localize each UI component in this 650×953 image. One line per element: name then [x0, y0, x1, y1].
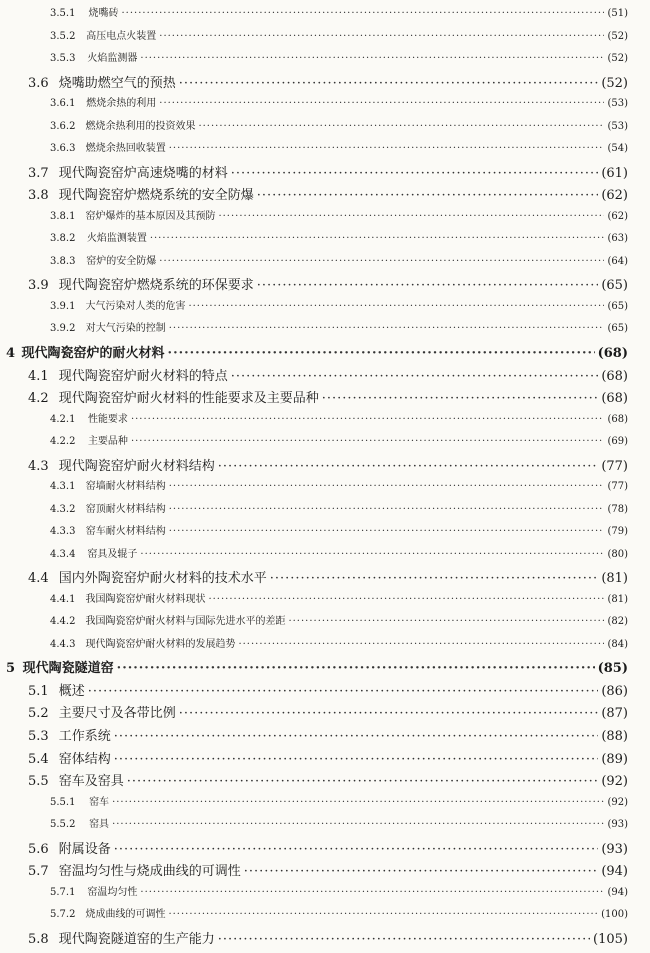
toc-entry [50, 27, 628, 42]
toc-entry-number: 4.3.2 [50, 503, 76, 515]
toc-entry [50, 229, 628, 244]
toc-entry-title: 对大气污染的控制 [85, 323, 166, 335]
dot-leader [117, 661, 595, 676]
toc-entry-number: 3.6.2 [50, 120, 76, 132]
dot-leader [159, 256, 604, 267]
toc-entry-title: 燃烧余热利用的投资效果 [85, 120, 196, 132]
toc-entry-page: (64) [607, 255, 628, 267]
toc-entry-title: 现代陶瓷窑炉高速烧嘴的材料 [58, 165, 228, 181]
toc-entry-number: 3.5.3 [50, 53, 76, 65]
dot-leader [198, 121, 604, 132]
toc-entry-title: 窑顶耐火材料结构 [85, 503, 166, 515]
toc-entry-page: (81) [601, 571, 628, 587]
toc-entry-title: 窑墙耐火材料结构 [85, 481, 166, 493]
toc-entry-title: 现代陶瓷窑炉耐火材料的性能要求及主要品种 [58, 391, 319, 407]
toc-entry-number: 3.8.3 [50, 255, 76, 267]
dot-leader [231, 369, 599, 384]
toc-entry-number: 3.5.1 [50, 8, 76, 19]
dot-leader [140, 549, 604, 560]
toc-entry-number: 5.7.1 [50, 886, 76, 898]
toc-entry [50, 500, 628, 515]
toc-entry-title: 燃烧余热的利用 [86, 98, 157, 110]
toc-entry [6, 657, 628, 676]
toc-entry [50, 252, 628, 267]
toc-entry-number: 3.5.2 [50, 30, 76, 42]
toc-entry-page: (54) [607, 143, 628, 155]
dot-leader [169, 504, 605, 515]
toc-entry-page: (92) [601, 774, 628, 790]
toc-entry [28, 184, 628, 203]
toc-entry-title: 窑炉爆炸的基本原因及其预防 [85, 210, 216, 222]
toc-entry-number: 4.4.1 [50, 593, 76, 605]
toc-entry-number: 3.9.1 [50, 300, 76, 312]
toc-entry-title: 窑车耐火材料结构 [85, 526, 166, 538]
dot-leader [168, 909, 598, 920]
toc-entry [50, 4, 628, 19]
toc-entry-title: 附属设备 [58, 841, 111, 857]
toc-entry-title: 现代陶瓷窑炉耐火材料的特点 [58, 368, 228, 384]
toc-entry-page: (52) [607, 53, 628, 65]
toc-entry-page: (68) [597, 345, 628, 361]
toc-entry [28, 680, 628, 699]
toc-entry-page: (53) [607, 120, 628, 132]
toc-entry-number: 4.3.1 [50, 481, 76, 493]
toc-entry [28, 748, 628, 767]
dot-leader [114, 842, 599, 857]
toc-entry-number: 5.7 [28, 864, 49, 880]
toc-entry-page: (85) [597, 661, 628, 677]
toc-entry [50, 590, 628, 605]
toc-entry-page: (105) [593, 931, 628, 947]
toc-entry-page: (84) [607, 638, 628, 650]
dot-leader [159, 31, 604, 42]
dot-leader [131, 414, 605, 425]
dot-leader [112, 819, 604, 830]
toc-entry-title: 现代陶瓷隧道窑 [22, 661, 114, 677]
dot-leader [168, 346, 595, 361]
dot-leader [112, 797, 604, 808]
toc-entry [28, 725, 628, 744]
dot-leader [159, 98, 604, 109]
toc-entry-page: (65) [601, 278, 628, 294]
toc-entry-page: (77) [601, 458, 628, 474]
dot-leader [179, 706, 599, 721]
toc-entry-page: (63) [607, 233, 628, 245]
toc-entry [50, 139, 628, 154]
toc-entry-title: 火焰监测器 [87, 53, 138, 65]
toc-entry-page: (100) [601, 909, 628, 921]
toc-entry-number: 5.5.1 [50, 796, 76, 808]
toc-entry-title: 窑车及窑具 [58, 774, 124, 790]
toc-entry-page: (51) [607, 8, 628, 19]
toc-entry-number: 4.3.4 [50, 548, 76, 560]
toc-entry [50, 905, 628, 920]
toc-entry [50, 815, 628, 830]
toc-entry-page: (68) [601, 391, 628, 407]
toc-entry-number: 4.3 [28, 458, 49, 474]
toc-entry-title: 现代陶瓷窑炉燃烧系统的环保要求 [58, 278, 254, 294]
toc-entry [28, 770, 628, 789]
toc-entry-page: (92) [607, 796, 628, 808]
toc-entry-page: (89) [601, 751, 628, 767]
toc-entry-page: (69) [607, 436, 628, 448]
toc-entry [6, 342, 628, 361]
toc-entry-title: 主要品种 [87, 436, 128, 448]
toc-entry-number: 5.7.2 [50, 909, 76, 921]
toc-entry-page: (77) [607, 481, 628, 493]
toc-entry-number: 4.2 [28, 391, 49, 407]
toc-entry-title: 主要尺寸及各带比例 [58, 706, 176, 722]
toc-entry-title: 燃烧余热回收装置 [85, 143, 166, 155]
toc-entry-number: 3.6.1 [50, 98, 76, 110]
toc-entry-number: 5.6 [28, 841, 49, 857]
toc-entry-title: 窑炉的安全防爆 [86, 255, 157, 267]
toc-entry-title: 高压电点火装置 [86, 30, 157, 42]
toc-entry-title: 现代陶瓷窑炉耐火材料的发展趋势 [85, 638, 236, 650]
toc-entry [50, 883, 628, 898]
toc-entry [28, 274, 628, 293]
toc-entry [50, 207, 628, 222]
toc-entry-page: (79) [607, 526, 628, 538]
toc-entry [50, 117, 628, 132]
toc-entry-number: 4.3.3 [50, 526, 76, 538]
toc-entry-page: (88) [601, 729, 628, 744]
toc-entry [50, 522, 628, 537]
toc-entry-title: 烧嘴砖 [88, 8, 119, 19]
toc-entry-number: 4.1 [28, 368, 49, 384]
dot-leader [150, 233, 605, 244]
toc-entry-number: 3.7 [28, 165, 49, 181]
toc-entry-page: (93) [601, 841, 628, 857]
toc-entry [28, 567, 628, 586]
dot-leader [122, 8, 605, 19]
toc-entry [28, 702, 628, 721]
dot-leader [244, 864, 599, 879]
dot-leader [131, 436, 605, 447]
dot-leader [169, 323, 605, 334]
toc-entry [50, 432, 628, 447]
toc-entry-page: (78) [607, 503, 628, 515]
toc-entry-page: (81) [607, 593, 628, 605]
toc-entry [28, 860, 628, 879]
dot-leader [322, 391, 599, 406]
toc-entry-title: 国内外陶瓷窑炉耐火材料的技术水平 [58, 571, 267, 587]
toc-entry-page: (80) [607, 548, 628, 560]
dot-leader [140, 887, 604, 898]
toc-entry-title: 窑体结构 [58, 751, 111, 767]
toc-entry-number: 4.4.2 [50, 616, 76, 628]
toc-entry-number: 4.2.2 [50, 436, 76, 448]
toc-entry [28, 387, 628, 406]
toc-entry-title: 现代陶瓷隧道窑的生产能力 [58, 931, 215, 947]
toc-entry-page: (82) [607, 616, 628, 628]
toc-entry-page: (65) [607, 300, 628, 312]
toc-entry-page: (61) [601, 165, 628, 181]
toc-entry-number: 3.8.2 [50, 233, 76, 245]
dot-leader [231, 166, 599, 181]
toc-entry [50, 49, 628, 64]
toc-entry-number: 3.6.3 [50, 143, 76, 155]
toc-entry-title: 烧嘴助燃空气的预热 [58, 75, 176, 91]
toc-entry-number: 3.8.1 [50, 210, 76, 222]
toc-entry-number: 3.6 [28, 75, 49, 91]
toc-entry-title: 窑车 [89, 796, 110, 808]
toc-entry-title: 烧成曲线的可调性 [85, 909, 166, 921]
toc-entry-page: (86) [601, 683, 628, 699]
toc-entry-page: (94) [601, 864, 628, 880]
toc-entry [28, 162, 628, 181]
toc-entry-number: 4.2.1 [50, 413, 76, 425]
toc-entry-title: 我国陶瓷窑炉耐火材料现状 [85, 593, 206, 605]
toc-entry-page: (62) [601, 188, 628, 204]
toc-entry-page: (68) [607, 413, 628, 425]
dot-leader [238, 639, 604, 650]
dot-leader [169, 481, 605, 492]
toc-entry-page: (53) [607, 98, 628, 110]
toc-entry [50, 793, 628, 808]
dot-leader [270, 571, 599, 586]
dot-leader [257, 278, 599, 293]
toc-entry [28, 365, 628, 384]
toc-entry-page: (94) [607, 886, 628, 898]
toc-entry [28, 838, 628, 857]
toc-entry [28, 928, 628, 947]
toc-entry-page: (62) [607, 210, 628, 222]
dot-leader [114, 752, 599, 767]
toc-entry-title: 概述 [58, 683, 85, 699]
toc-entry-page: (52) [607, 30, 628, 42]
toc-entry-number: 3.9.2 [50, 323, 76, 335]
toc-entry [50, 94, 628, 109]
toc-entry [50, 545, 628, 560]
toc-entry-title: 现代陶瓷窑炉的耐火材料 [21, 345, 165, 361]
toc-entry [28, 455, 628, 474]
dot-leader [127, 774, 599, 789]
toc-entry-number: 3.9 [28, 278, 49, 294]
toc-entry-number: 5.8 [28, 931, 49, 947]
dot-leader [288, 616, 604, 627]
toc-entry-title: 现代陶瓷窑炉耐火材料结构 [58, 458, 215, 474]
toc-entry-title: 窑温均匀性与烧成曲线的可调性 [58, 864, 241, 880]
toc-entry-title: 大气污染对人类的危害 [85, 300, 186, 312]
dot-leader [218, 932, 590, 947]
dot-leader [88, 684, 599, 699]
toc-entry-number: 5.1 [28, 683, 49, 699]
dot-leader [208, 594, 604, 605]
dot-leader [169, 526, 605, 537]
toc-entry-page: (93) [607, 819, 628, 831]
toc-entry-title: 火焰监测装置 [86, 233, 147, 245]
toc-entry-number: 5.5.2 [50, 819, 76, 831]
toc-entry [50, 635, 628, 650]
dot-leader [140, 53, 604, 64]
toc-entry-title: 工作系统 [58, 729, 111, 744]
toc-entry-page: (87) [601, 706, 628, 722]
toc-entry-number: 5.5 [28, 774, 49, 790]
dot-leader [257, 188, 599, 203]
toc-entry-number: 5.4 [28, 751, 49, 767]
toc-entry-page: (68) [601, 368, 628, 384]
dot-leader [218, 459, 599, 474]
toc-entry-number: 5.3 [28, 729, 49, 744]
toc-entry [50, 612, 628, 627]
toc-entry-page: (65) [607, 323, 628, 335]
toc-entry-title: 窑具 [89, 819, 110, 831]
toc-entry-title: 窑具及辊子 [87, 548, 138, 560]
toc-entry [50, 477, 628, 492]
toc-entry-number: 3.8 [28, 188, 49, 204]
toc-entry-number: 4.4 [28, 571, 49, 587]
dot-leader [218, 211, 604, 222]
dot-leader [169, 143, 605, 154]
toc-entry [50, 297, 628, 312]
toc-entry-title: 性能要求 [87, 413, 128, 425]
dot-leader [179, 76, 599, 91]
toc-entry-title: 现代陶瓷窑炉燃烧系统的安全防爆 [58, 188, 254, 204]
toc-entry-title: 窑温均匀性 [87, 886, 138, 898]
toc-entry-page: (52) [601, 75, 628, 91]
toc-entry-number: 4 [6, 345, 16, 361]
toc-entry [50, 319, 628, 334]
dot-leader [188, 301, 604, 312]
toc-entry [28, 72, 628, 91]
toc-entry-title: 我国陶瓷窑炉耐火材料与国际先进水平的差距 [85, 616, 286, 628]
toc-entry [50, 410, 628, 425]
toc-entry-number: 5.2 [28, 706, 49, 722]
dot-leader [114, 729, 599, 744]
toc-entry-number: 4.4.3 [50, 638, 76, 650]
toc-entry-number: 5 [6, 661, 16, 677]
